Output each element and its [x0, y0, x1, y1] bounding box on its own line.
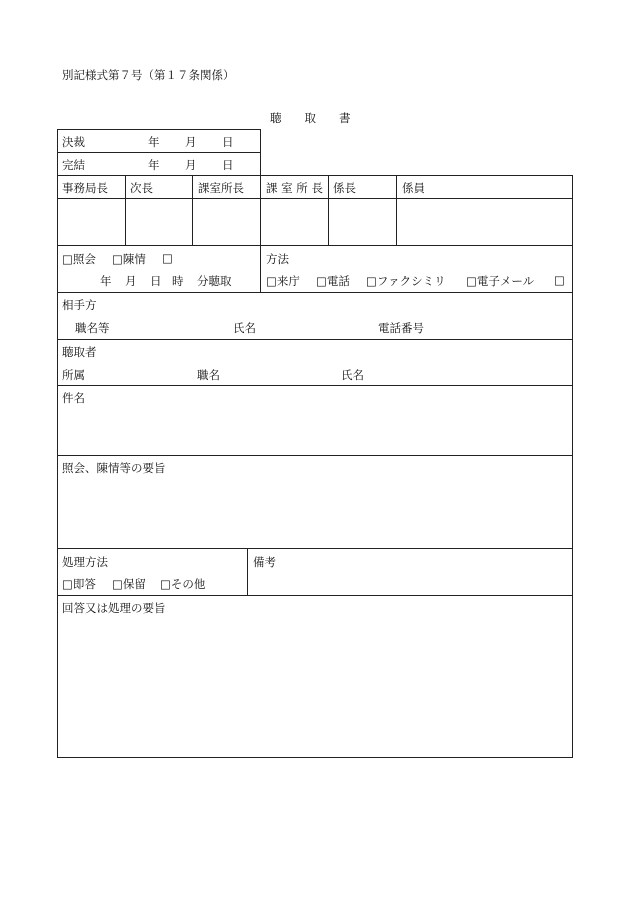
stamp-kakaricho[interactable] [329, 199, 395, 244]
method-denwa[interactable]: □電話 [316, 274, 350, 288]
kanketsu-year: 年 [148, 158, 160, 172]
handling-sokuto[interactable]: □即答 [62, 577, 96, 591]
kessai-year: 年 [148, 135, 160, 149]
handling-horyu[interactable]: □保留 [112, 577, 146, 591]
role-kakaricho: 係長 [333, 181, 356, 195]
checkbox-other-type[interactable]: □ [162, 251, 173, 265]
method-label: 方法 [266, 252, 289, 266]
counterparty-label: 相手方 [62, 298, 97, 312]
checkbox-chinjo[interactable]: □陳情 [112, 252, 146, 266]
role-jicho: 次長 [130, 181, 153, 195]
counterparty-phone: 電話番号 [378, 321, 424, 335]
kessai-label: 決裁 [62, 135, 85, 149]
stamp-jicho[interactable] [126, 199, 191, 244]
counterparty-name: 氏名 [233, 321, 256, 335]
role-kashitsushocho-1: 課室所長 [198, 181, 244, 195]
method-raicho[interactable]: □来庁 [266, 274, 300, 288]
method-other[interactable]: □ [554, 273, 565, 287]
datetime-hour: 時 [172, 274, 184, 288]
stamp-kashitsushocho-1[interactable] [193, 199, 259, 244]
method-email[interactable]: □電子メール [466, 274, 535, 288]
listener-position: 職名 [197, 368, 220, 382]
listener-name: 氏名 [341, 368, 364, 382]
method-fax[interactable]: □ファクシミリ [366, 274, 446, 288]
kanketsu-label: 完結 [62, 158, 85, 172]
listener-label: 聴取者 [62, 345, 97, 359]
datetime-minute: 分聴取 [197, 274, 232, 288]
listener-affiliation: 所属 [62, 368, 85, 382]
datetime-month: 月 [125, 274, 137, 288]
subject-label: 件名 [62, 391, 85, 405]
handling-sonota[interactable]: □その他 [160, 577, 206, 591]
handling-label: 処理方法 [62, 555, 108, 569]
stamp-kashitsushocho-2[interactable] [261, 199, 327, 244]
answer-label: 回答又は処理の要旨 [62, 601, 166, 615]
kessai-month: 月 [185, 135, 197, 149]
page-title: 聴 取 書 [270, 111, 351, 125]
role-jimukyokucho: 事務局長 [62, 181, 108, 195]
form-reference: 別記様式第７号（第１７条関係） [62, 68, 235, 82]
datetime-day: 日 [150, 274, 162, 288]
summary-label: 照会、陳情等の要旨 [62, 461, 166, 475]
kanketsu-day: 日 [222, 158, 234, 172]
datetime-year: 年 [100, 274, 112, 288]
stamp-jimukyokucho[interactable] [58, 199, 124, 244]
remarks-label: 備考 [253, 555, 276, 569]
kanketsu-month: 月 [185, 158, 197, 172]
checkbox-shokai[interactable]: □照会 [62, 252, 96, 266]
counterparty-position: 職名等 [75, 321, 110, 335]
role-kashitsushocho-2: 課 室 所 長 [266, 181, 323, 195]
stamp-kakariin[interactable] [397, 199, 571, 244]
kessai-day: 日 [222, 135, 234, 149]
role-kakariin: 係員 [402, 181, 425, 195]
